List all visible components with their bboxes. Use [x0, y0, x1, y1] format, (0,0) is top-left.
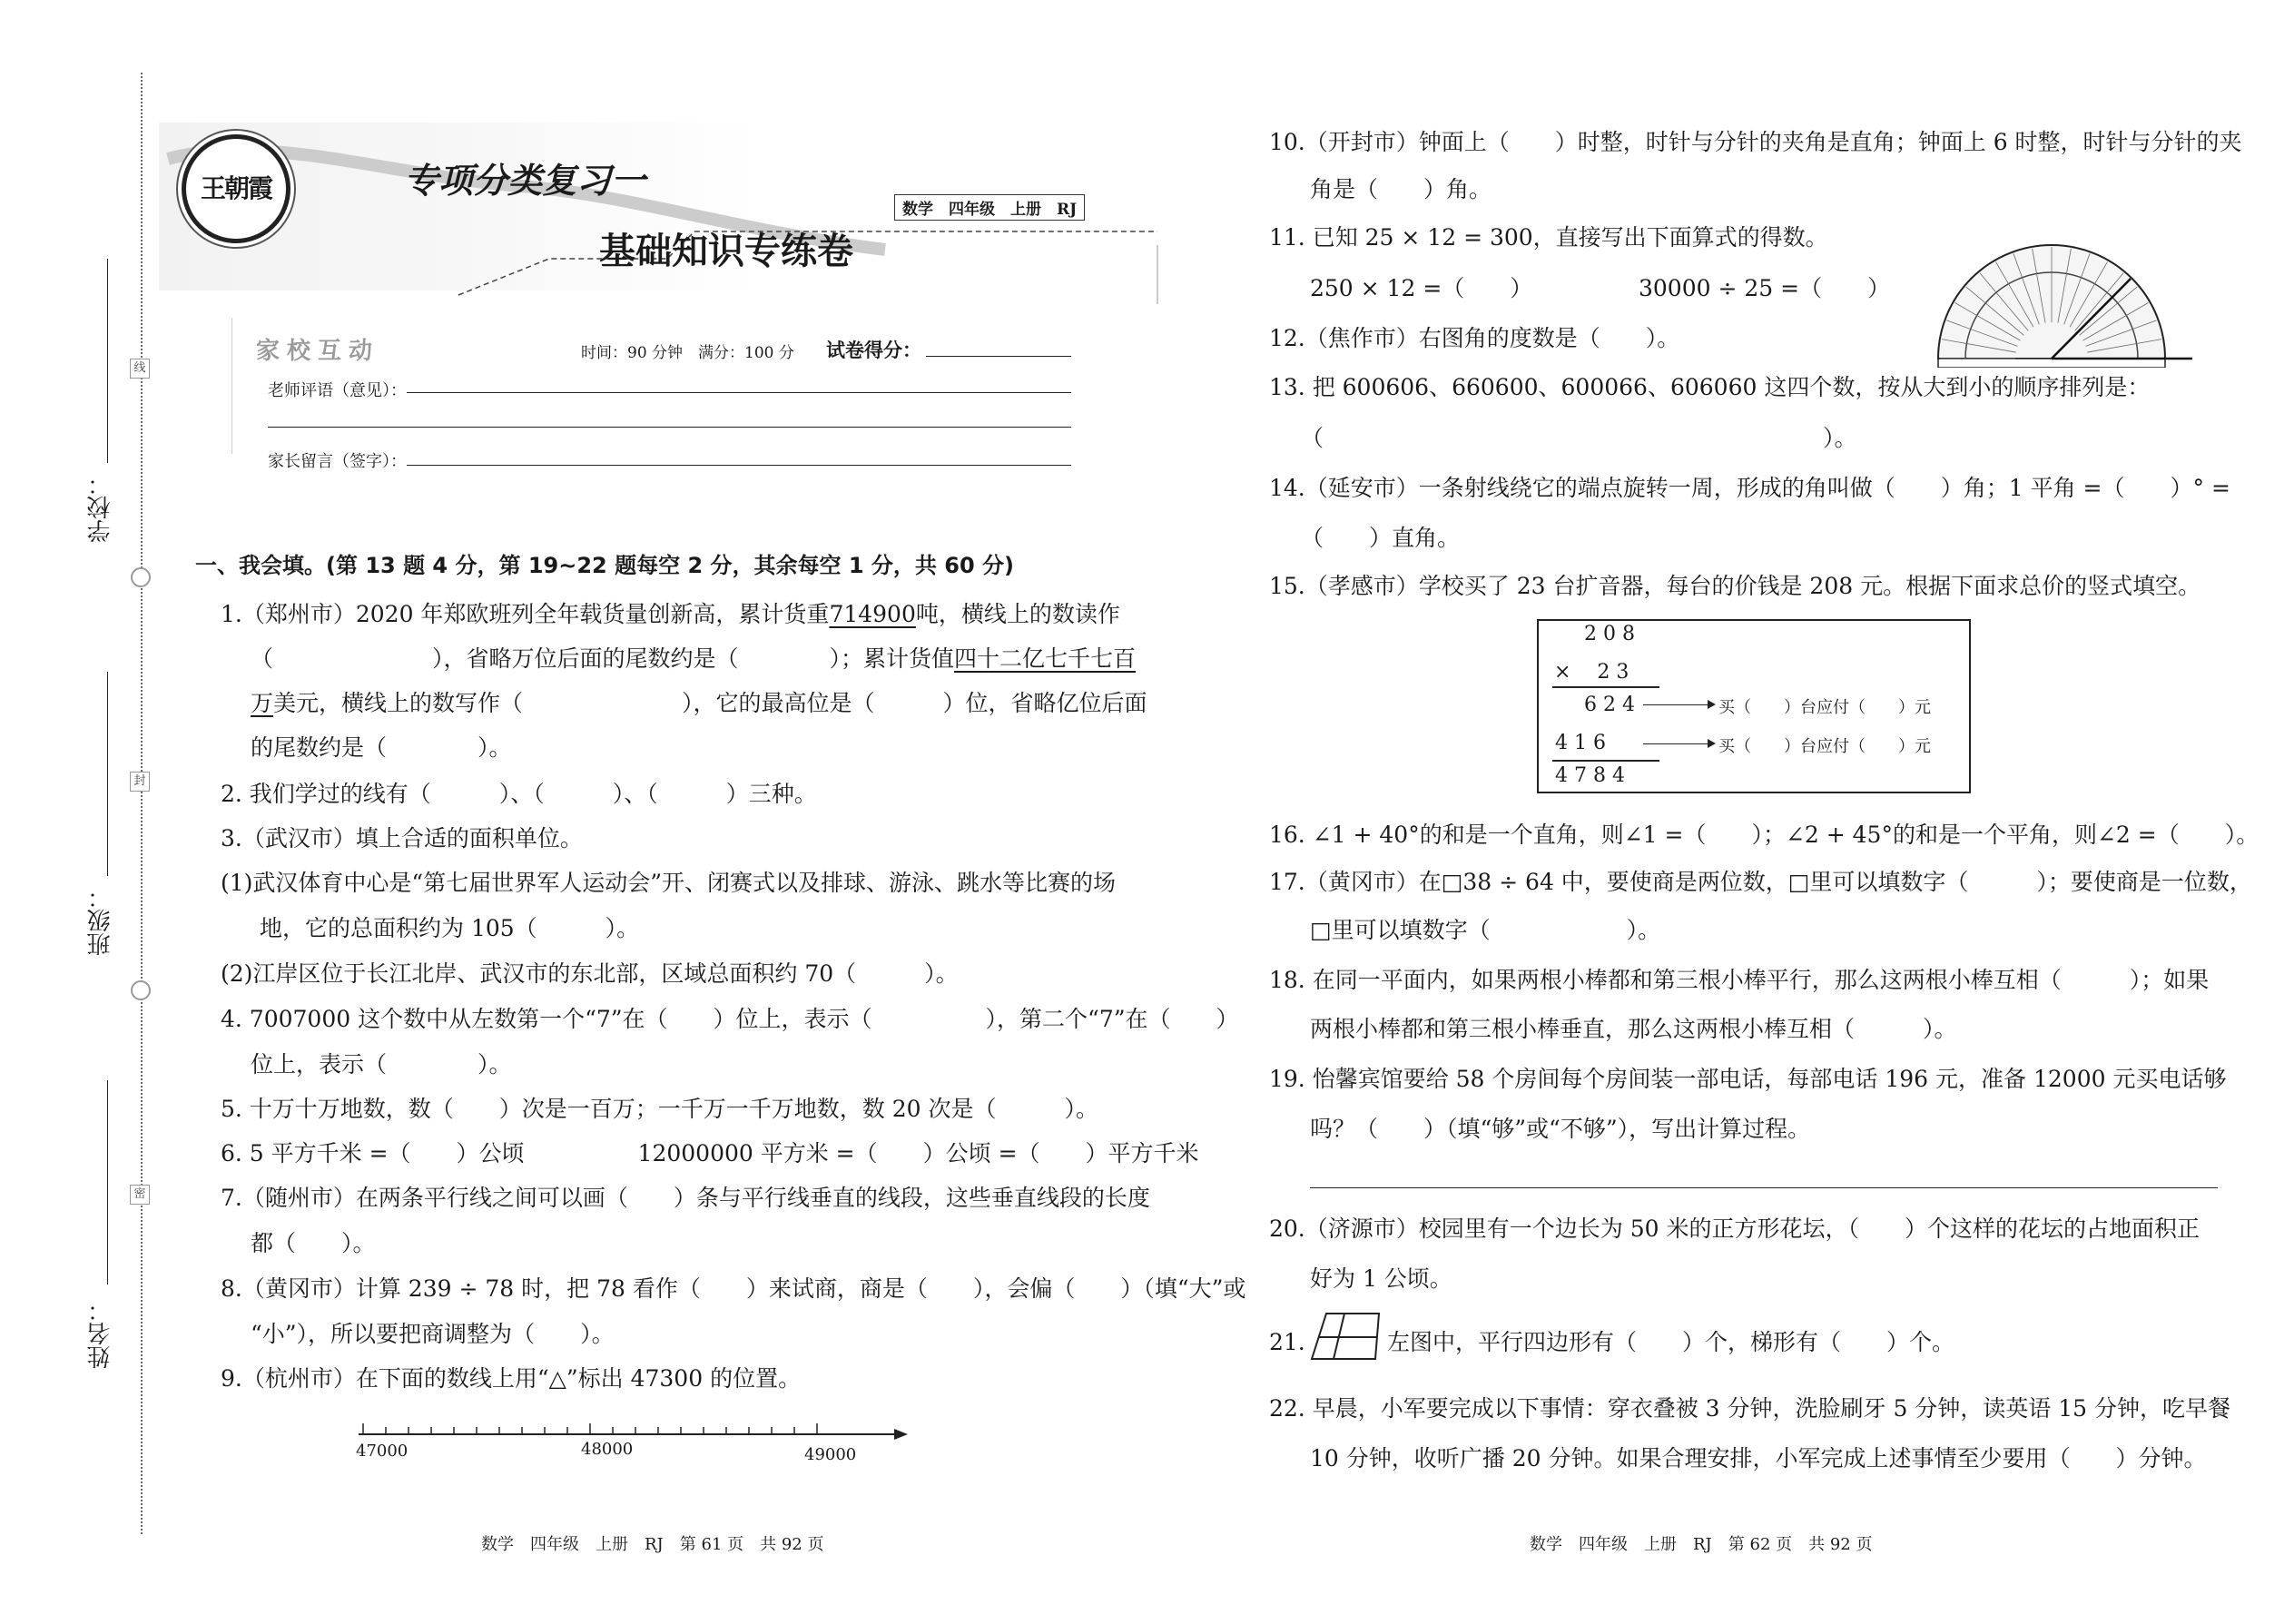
binding-mark-feng: 封: [130, 772, 150, 792]
q1-underlined-words: 万: [251, 690, 274, 716]
q19-line2: 吗？（ ）（填“够”或“不够”），写出计算过程。: [1310, 1116, 1811, 1142]
calc-arrow: [1643, 704, 1712, 705]
q11-expr-b: 30000 ÷ 25 =（ ）: [1639, 275, 1891, 301]
calc-row-416: 4 1 6: [1555, 732, 1606, 754]
teacher-comment-field[interactable]: [407, 392, 1071, 393]
q7-line1: 7.（随州市）在两条平行线之间可以画（ ）条与平行线垂直的线段，这些垂直线段的长度: [221, 1185, 1150, 1211]
q17-line2: □里可以填数字（ ）。: [1310, 917, 1661, 943]
calc-annotation: 买（ ）台应付（ ）元: [1718, 698, 1931, 717]
series-title: 专项分类复习一: [404, 161, 646, 201]
school-label: 学校：: [87, 472, 114, 543]
q1-underlined-words: 四十二亿七千七百: [954, 645, 1137, 672]
paper-title: 基础知识专练卷: [599, 230, 853, 272]
q1-text: 1.（郑州市）2020 年郑欧班列全年载货量创新高，累计货重: [221, 601, 830, 627]
q1-line3: [251, 688, 1147, 719]
calc-row-624: 6 2 4: [1584, 694, 1635, 716]
binding-dotted-line: [141, 73, 143, 1534]
q1-line1: [221, 599, 1120, 630]
numberline-tick-label: 47000: [356, 1442, 409, 1461]
q10-line2: 角是（ ）角。: [1310, 176, 1492, 202]
q2: 2. 我们学过的线有（ ）、（ ）、（ ）三种。: [221, 781, 817, 807]
q21-text: 左图中，平行四边形有（ ）个，梯形有（ ）个。: [1387, 1329, 1955, 1355]
class-label: 班级：: [87, 885, 114, 956]
q13-line1: 13. 把 600606、660600、600066、606060 这四个数，按从大到小的顺序排列是：: [1269, 374, 2151, 400]
calc-arrow-head: [1708, 739, 1716, 748]
q18-line1: 18. 在同一平面内，如果两根小棒都和第三根小棒平行，那么这两根小棒互相（ ）；如果: [1269, 967, 2210, 993]
q11-expr-a: 250 × 12 =（ ）: [1310, 275, 1533, 301]
time-info: 时间：90 分钟 满分：100 分: [581, 344, 794, 362]
calc-arrow-head: [1708, 700, 1716, 709]
q13-line2: （ ）。: [1301, 425, 1857, 451]
q5: 5. 十万十万地数，数（ ）次是一百万；一千万一千万地数，数 20 次是（ ）。: [221, 1096, 1099, 1122]
q14-line1: 14.（延安市）一条射线绕它的端点旋转一周，形成的角叫做（ ）角；1 平角 =（ ）° =: [1269, 475, 2230, 501]
name-label: 姓名：: [87, 1298, 114, 1369]
footer-right: 数学 四年级 上册 RJ 第 62 页 共 92 页: [1530, 1535, 1873, 1554]
q20-line1: 20.（济源市）校园里有一个边长为 50 米的正方形花坛，（ ）个这样的花坛的占地面积正: [1269, 1216, 2200, 1242]
class-field[interactable]: [107, 672, 108, 876]
q10-line1: 10.（开封市）钟面上（ ）时整，时针与分针的夹角是直角；钟面上 6 时整，时针与分针的夹: [1269, 129, 2242, 155]
q6: 6. 5 平方千米 =（ ）公顷 12000000 平方米 =（ ）公顷 =（ ）平方千米: [221, 1140, 1199, 1166]
q20-line2: 好为 1 公顷。: [1310, 1265, 1452, 1292]
binding-mark-xian: 线: [130, 359, 150, 379]
section-1-heading: 一、我会填。(第 13 题 4 分，第 19~22 题每空 2 分，其余每空 1 分，共 60 分): [195, 553, 1015, 578]
calc-annotation: 买（ ）台应付（ ）元: [1718, 737, 1931, 756]
q3-part2: (2)江岸区位于长江北岸、武汉市的东北部，区域总面积约 70（ ）。: [221, 960, 959, 987]
q12: 12.（焦作市）右图角的度数是（ ）。: [1269, 325, 1680, 351]
numberline-tick-label: 49000: [804, 1445, 857, 1464]
school-field[interactable]: [107, 259, 108, 463]
q4-line1: 4. 7007000 这个数中从左数第一个“7”在（ ）位上，表示（ ），第二个“7”在（ ）: [221, 1006, 1239, 1032]
q22-line1: 22. 早晨，小军要完成以下事情：穿衣叠被 3 分钟，洗脸刷牙 5 分钟，读英语 15 分钟，吃早餐: [1269, 1395, 2231, 1422]
jiaxiao-badge: 家校互动: [256, 338, 380, 365]
q19-answer-line[interactable]: [1310, 1187, 2218, 1188]
q11-line1: 11. 已知 25 × 12 = 300，直接写出下面算式的得数。: [1269, 224, 1828, 251]
binding-hole: [131, 567, 151, 587]
calc-row-x23: × 2 3: [1554, 661, 1629, 684]
calc-row-208: 2 0 8: [1584, 623, 1635, 645]
teacher-comment-label: 老师评语（意见）：: [268, 381, 407, 400]
protractor-figure: [1929, 222, 2201, 368]
parent-comment-label: 家长留言（签字）：: [268, 452, 407, 471]
brand-logo: [182, 134, 290, 243]
calc-arrow: [1643, 743, 1712, 744]
meta-box: 数学 四年级 上册 RJ: [894, 194, 1085, 221]
q22-line2: 10 分钟，收听广播 20 分钟。如果合理安排，小军完成上述事情至少要用（ ）分钟。: [1310, 1445, 2207, 1471]
q14-line2: （ ）直角。: [1301, 525, 1461, 551]
q9: 9.（杭州市）在下面的数线上用“△”标出 47300 的位置。: [221, 1365, 802, 1392]
q15: 15.（孝感市）学校买了 23 台扩音器，每台的价钱是 208 元。根据下面求总价的竖式填空。: [1269, 573, 2201, 599]
q3-part1: (1)武汉体育中心是“第七届世界军人运动会”开、闭赛式以及排球、游泳、跳水等比赛的场: [221, 870, 1116, 896]
parent-comment-field[interactable]: [407, 465, 1071, 466]
numberline-tick-label: 48000: [581, 1440, 634, 1459]
q3-stem: 3.（武汉市）填上合适的面积单位。: [221, 825, 583, 851]
q8-line1: 8.（黄冈市）计算 239 ÷ 78 时，把 78 看作（ ）来试商，商是（ ），会偏（ ）（填“大”或: [221, 1275, 1246, 1302]
score-field[interactable]: [926, 356, 1071, 357]
q1-line2: [251, 644, 1136, 674]
jiaxiao-frame: [231, 318, 241, 454]
q1-underlined-number: 714900: [829, 601, 916, 627]
q17-line1: 17.（黄冈市）在□38 ÷ 64 中，要使商是两位数，□里可以填数字（ ）；要使商是一位数，: [1269, 869, 2252, 895]
name-field[interactable]: [107, 1080, 108, 1284]
footer-left: 数学 四年级 上册 RJ 第 61 页 共 92 页: [481, 1535, 824, 1554]
q16: 16. ∠1 + 40°的和是一个直角，则∠1 =（ ）；∠2 + 45°的和是一个平角，则∠2 =（ ）。: [1269, 822, 2260, 848]
q7-line2: 都（ ）。: [251, 1230, 376, 1256]
calc-rule: [1552, 760, 1659, 762]
q1-text: 美元，横线上的数写作（ ），它的最高位是（ ）位，省略亿位后面: [273, 690, 1147, 716]
calc-rule: [1552, 686, 1659, 688]
brand-name: 王朝霞: [200, 173, 271, 203]
binding-hole: [131, 980, 151, 1000]
q18-line2: 两根小棒都和第三根小棒垂直，那么这两根小棒互相（ ）。: [1310, 1016, 1957, 1042]
score-label: 试卷得分：: [826, 339, 921, 361]
q8-line2: “小”），所以要把商调整为（ ）。: [251, 1321, 615, 1347]
q1-line4: 的尾数约是（ ）。: [251, 734, 512, 761]
q1-text: 吨，横线上的数读作: [915, 601, 1120, 627]
q3-part1-cont: 地，它的总面积约为 105（ ）。: [260, 915, 640, 941]
q4-line2: 位上，表示（ ）。: [251, 1051, 512, 1078]
calc-row-4784: 4 7 8 4: [1555, 764, 1625, 787]
q21-number: 21.: [1269, 1329, 1305, 1355]
q21-figure: [1310, 1312, 1383, 1362]
teacher-comment-field-2[interactable]: [268, 427, 1071, 428]
binding-mark-mi: 密: [130, 1185, 150, 1205]
q1-text: （ ），省略万位后面的尾数约是（ ）；累计货值: [251, 645, 955, 672]
q19-line1: 19. 怡馨宾馆要给 58 个房间每个房间装一部电话，每部电话 196 元，准备 12000 元买电话够: [1269, 1066, 2227, 1092]
